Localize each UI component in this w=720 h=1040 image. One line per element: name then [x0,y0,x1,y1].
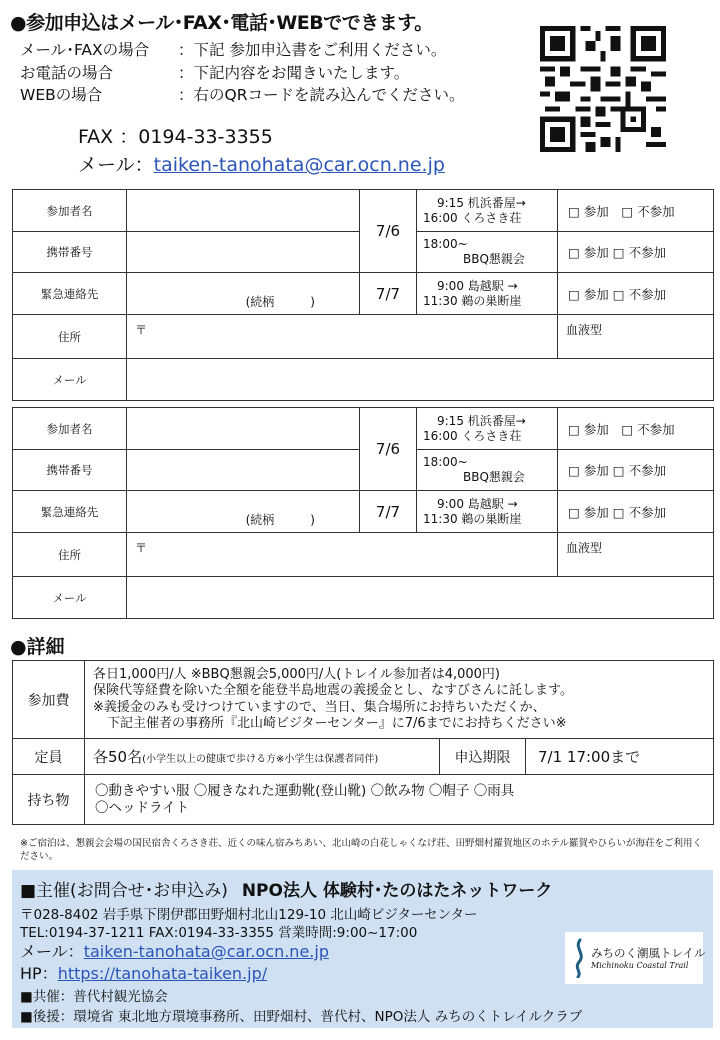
organizer-tel: TEL:0194-37-1211 FAX:0194-33-3355 営業時間:9:00~17:00 [20,925,418,941]
email-label: メール [13,577,127,619]
organizer-mail: メール：taiken-tanohata@car.ocn.ne.jp [20,942,329,961]
mobile-field[interactable] [127,450,360,491]
schedule-cell: 9:15 机浜番屋→ 16:00 くろさき荘 [417,190,558,232]
event-date: 7/7 [360,273,417,315]
emergency-field[interactable]: (続柄 ) [127,491,360,533]
method-phone: お電話の場合 ：下記内容をお聞きいたします。 [20,64,410,82]
organizer-hp: HP：https://tanohata-taiken.jp/ [20,964,268,983]
organizer-line: ■主催(お問合せ･お申込み) NPO法人 体験村･たのはたネットワーク [20,881,553,901]
mail-link[interactable]: taiken-tanohata@car.ocn.ne.jp [153,154,445,176]
schedule-cell: 9:00 島越駅 → 11:30 鵜の巣断崖 [417,273,558,315]
coastal-trail-logo: みちのく潮風トレイル Michinoku Coastal Trail [565,932,703,984]
schedule-cell: 18:00~ BBQ懇親会 [417,232,558,273]
attendance-options[interactable]: □ 参加 □ 不参加 [558,232,714,273]
method-mail-fax: メール･FAXの場合 ：下記 参加申込書をご利用ください。 [20,41,447,59]
capacity-label: 定員 [13,739,85,775]
name-field[interactable] [127,408,360,450]
lodging-note: ※ご宿泊は、懇親会会場の国民宿舎くろさき荘、近くの味ん宿みちあい、北山崎の白花しゃくなげ荘、田野畑村羅賀地区のホテル羅賀やひらいが海荘をご利用ください。 [20,838,702,862]
items-list: 〇動きやすい服 〇履きなれた運動靴(登山靴) 〇飲み物 〇帽子 〇雨具 〇ヘッドライト [85,775,714,825]
fee-text: 各日1,000円/人 ※BBQ懇親会5,000円/人(トレイル参加者は4,000円) 保険代等経費を除いた全額を能登半島地震の義援金とし、なすびさんに託します。 ※義援金のみも受けつけていますので、当日、集合場所にお持ちいただくか、 下記主催者の事務所『北山崎ビジターセンター』に7/6までにお持ちください※ [85,661,714,739]
organizer-address: 〒028-8402 岩手県下閉伊郡田野畑村北山129-10 北山崎ビジターセンター [20,907,478,923]
footer-mail-link[interactable]: taiken-tanohata@car.ocn.ne.jp [83,942,329,961]
cosponsor-line: ■共催：普代村観光協会 [20,989,168,1005]
support-line: ■後援：環境省 東北地方環境事務所、田野畑村、普代村、NPO法人 みちのくトレイルクラブ [20,1009,583,1025]
attendance-options[interactable]: □ 参加 □ 不参加 [558,408,714,450]
deadline-value: 7/1 17:00まで [526,739,714,775]
schedule-cell: 18:00~ BBQ懇親会 [417,450,558,491]
fax-number: FAX ：0194-33-3355 [78,126,273,148]
organizer-footer [12,870,713,1028]
attendance-options[interactable]: □ 参加 □ 不参加 [558,273,714,315]
address-label: 住所 [13,315,127,359]
blood-type-field[interactable]: 血液型 [558,533,714,577]
attendance-options[interactable]: □ 参加 □ 不参加 [558,190,714,232]
name-label: 参加者名 [13,408,127,450]
emergency-field[interactable]: (続柄 ) [127,273,360,315]
homepage-link[interactable]: https://tanohata-taiken.jp/ [57,964,268,983]
qr-code-icon[interactable] [540,26,666,152]
blood-type-field[interactable]: 血液型 [558,315,714,359]
mobile-field[interactable] [127,232,360,273]
name-label: 参加者名 [13,190,127,232]
schedule-cell: 9:15 机浜番屋→ 16:00 くろさき荘 [417,408,558,450]
application-form-2 [12,407,714,619]
method-web: WEBの場合 ：右のQRコードを読み込んでください。 [20,86,465,104]
capacity-value: 各50名(小学生以上の健康で歩ける方※小学生は保護者同伴) [85,739,440,775]
application-form-1 [12,189,714,401]
deadline-label: 申込期限 [440,739,526,775]
emergency-label: 緊急連絡先 [13,491,127,533]
address-field[interactable]: 〒 [127,533,558,577]
schedule-cell: 9:00 島越駅 → 11:30 鵜の巣断崖 [417,491,558,533]
event-date: 7/7 [360,491,417,533]
mobile-label: 携帯番号 [13,450,127,491]
attendance-options[interactable]: □ 参加 □ 不参加 [558,450,714,491]
emergency-label: 緊急連絡先 [13,273,127,315]
email-field[interactable] [127,359,714,401]
details-table [12,660,714,825]
attendance-options[interactable]: □ 参加 □ 不参加 [558,491,714,533]
event-date: 7/6 [360,190,417,273]
header [0,0,720,185]
event-date: 7/6 [360,408,417,491]
fee-label: 参加費 [13,661,85,739]
wave-icon [570,938,590,978]
address-label: 住所 [13,533,127,577]
page-title: ●参加申込はメール･FAX･電話･WEBでできます。 [10,12,433,34]
address-field[interactable]: 〒 [127,315,558,359]
contact-mail: メール：taiken-tanohata@car.ocn.ne.jp [78,154,445,176]
email-label: メール [13,359,127,401]
items-label: 持ち物 [13,775,85,825]
email-field[interactable] [127,577,714,619]
name-field[interactable] [127,190,360,232]
details-heading: ●詳細 [10,636,65,658]
mobile-label: 携帯番号 [13,232,127,273]
